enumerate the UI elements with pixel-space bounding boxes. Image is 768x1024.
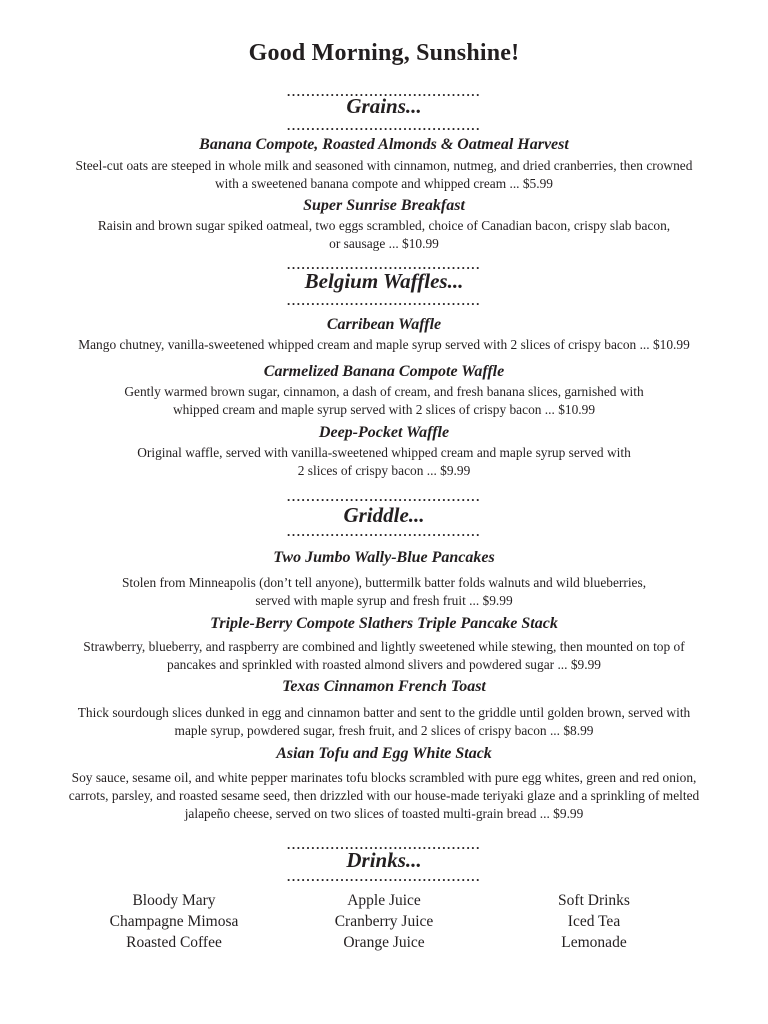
dotted-divider: ........................................ xyxy=(287,293,481,308)
dotted-divider: ........................................ xyxy=(287,489,481,504)
item-name: Two Jumbo Wally-Blue Pancakes xyxy=(273,549,495,566)
item-description: Thick sourdough slices dunked in egg and cinnamon batter and sent to the griddle until golden brown, served with maple syrup, powdered sugar, fresh fruit, and 2 slices of crispy bacon ... $8.99 xyxy=(77,705,691,738)
drink-item: Soft Drinks xyxy=(558,892,630,909)
dotted-divider: ........................................ xyxy=(287,837,481,852)
item-description: Strawberry, blueberry, and raspberry are combined and lightly sweetened while stewing, then mounted on top of pancakes and sprinkled with roasted almond slivers and powdered sugar ... $9.99 xyxy=(83,639,685,672)
dotted-divider: ........................................ xyxy=(287,84,481,99)
drink-item: Champagne Mimosa xyxy=(109,913,239,930)
item-description: Steel-cut oats are steeped in whole milk and seasoned with cinnamon, nutmeg, and dried cranberries, then crowned with a sweetened banana compote and whipped cream ... $5.99 xyxy=(75,158,693,191)
item-name: Triple-Berry Compote Slathers Triple Pancake Stack xyxy=(210,615,558,632)
item-description: Soy sauce, sesame oil, and white pepper marinates tofu blocks scrambled with pure egg whites, green and red onion, carrots, parsley, and roasted sesame seed, then drizzled with our house-made teriyaki glaze and a sprinkling of melted jalapeño cheese, served on two slices of toasted multi-grain bread ... $9.99 xyxy=(68,770,700,821)
item-name: Deep-Pocket Waffle xyxy=(318,424,450,441)
dotted-divider: ........................................ xyxy=(287,257,481,272)
drinks-column xyxy=(69,890,279,953)
drink-item: Lemonade xyxy=(561,934,627,951)
section-heading-waffles: Belgium Waffles... xyxy=(304,269,464,293)
drink-item: Cranberry Juice xyxy=(334,913,434,930)
section-heading-griddle: Griddle... xyxy=(343,503,425,527)
dotted-divider: ........................................ xyxy=(287,869,481,884)
item-description: Stolen from Minneapolis (don’t tell anyone), buttermilk batter folds walnuts and wild blueberries, served with maple syrup and fresh fruit ... $9.99 xyxy=(121,575,647,608)
drink-item: Iced Tea xyxy=(567,913,621,930)
item-name: Banana Compote, Roasted Almonds & Oatmeal Harvest xyxy=(199,136,569,153)
dotted-divider: ........................................ xyxy=(287,118,481,133)
item-description: Gently warmed brown sugar, cinnamon, a dash of cream, and fresh banana slices, garnished with whipped cream and maple syrup served with 2 slices of crispy bacon ... $10.99 xyxy=(124,384,644,417)
item-name: Super Sunrise Breakfast xyxy=(303,197,465,214)
drink-item: Apple Juice xyxy=(347,892,421,909)
drink-item: Roasted Coffee xyxy=(126,934,222,951)
dotted-divider: ........................................ xyxy=(287,524,481,539)
drinks-list xyxy=(0,890,768,953)
item-description: Original waffle, served with vanilla-sweetened whipped cream and maple syrup served with 2 slices of crispy bacon ... $9.99 xyxy=(137,445,631,478)
drink-item: Orange Juice xyxy=(343,934,425,951)
section-heading-grains: Grains... xyxy=(346,94,422,118)
item-description: Raisin and brown sugar spiked oatmeal, two eggs scrambled, choice of Canadian bacon, crispy slab bacon, or sausage ... $10.99 xyxy=(97,218,671,251)
item-name: Asian Tofu and Egg White Stack xyxy=(276,745,492,762)
section-heading-drinks: Drinks... xyxy=(346,848,422,872)
item-description: Mango chutney, vanilla-sweetened whipped cream and maple syrup served with 2 slices of crispy bacon ... $10.99 xyxy=(78,337,690,352)
item-name: Carmelized Banana Compote Waffle xyxy=(263,363,505,380)
drinks-column xyxy=(489,890,699,953)
drinks-column xyxy=(279,890,489,953)
menu-title: Good Morning, Sunshine! xyxy=(248,40,520,66)
item-name: Texas Cinnamon French Toast xyxy=(282,678,486,695)
item-name: Carribean Waffle xyxy=(326,316,442,333)
drink-item: Bloody Mary xyxy=(132,892,216,909)
